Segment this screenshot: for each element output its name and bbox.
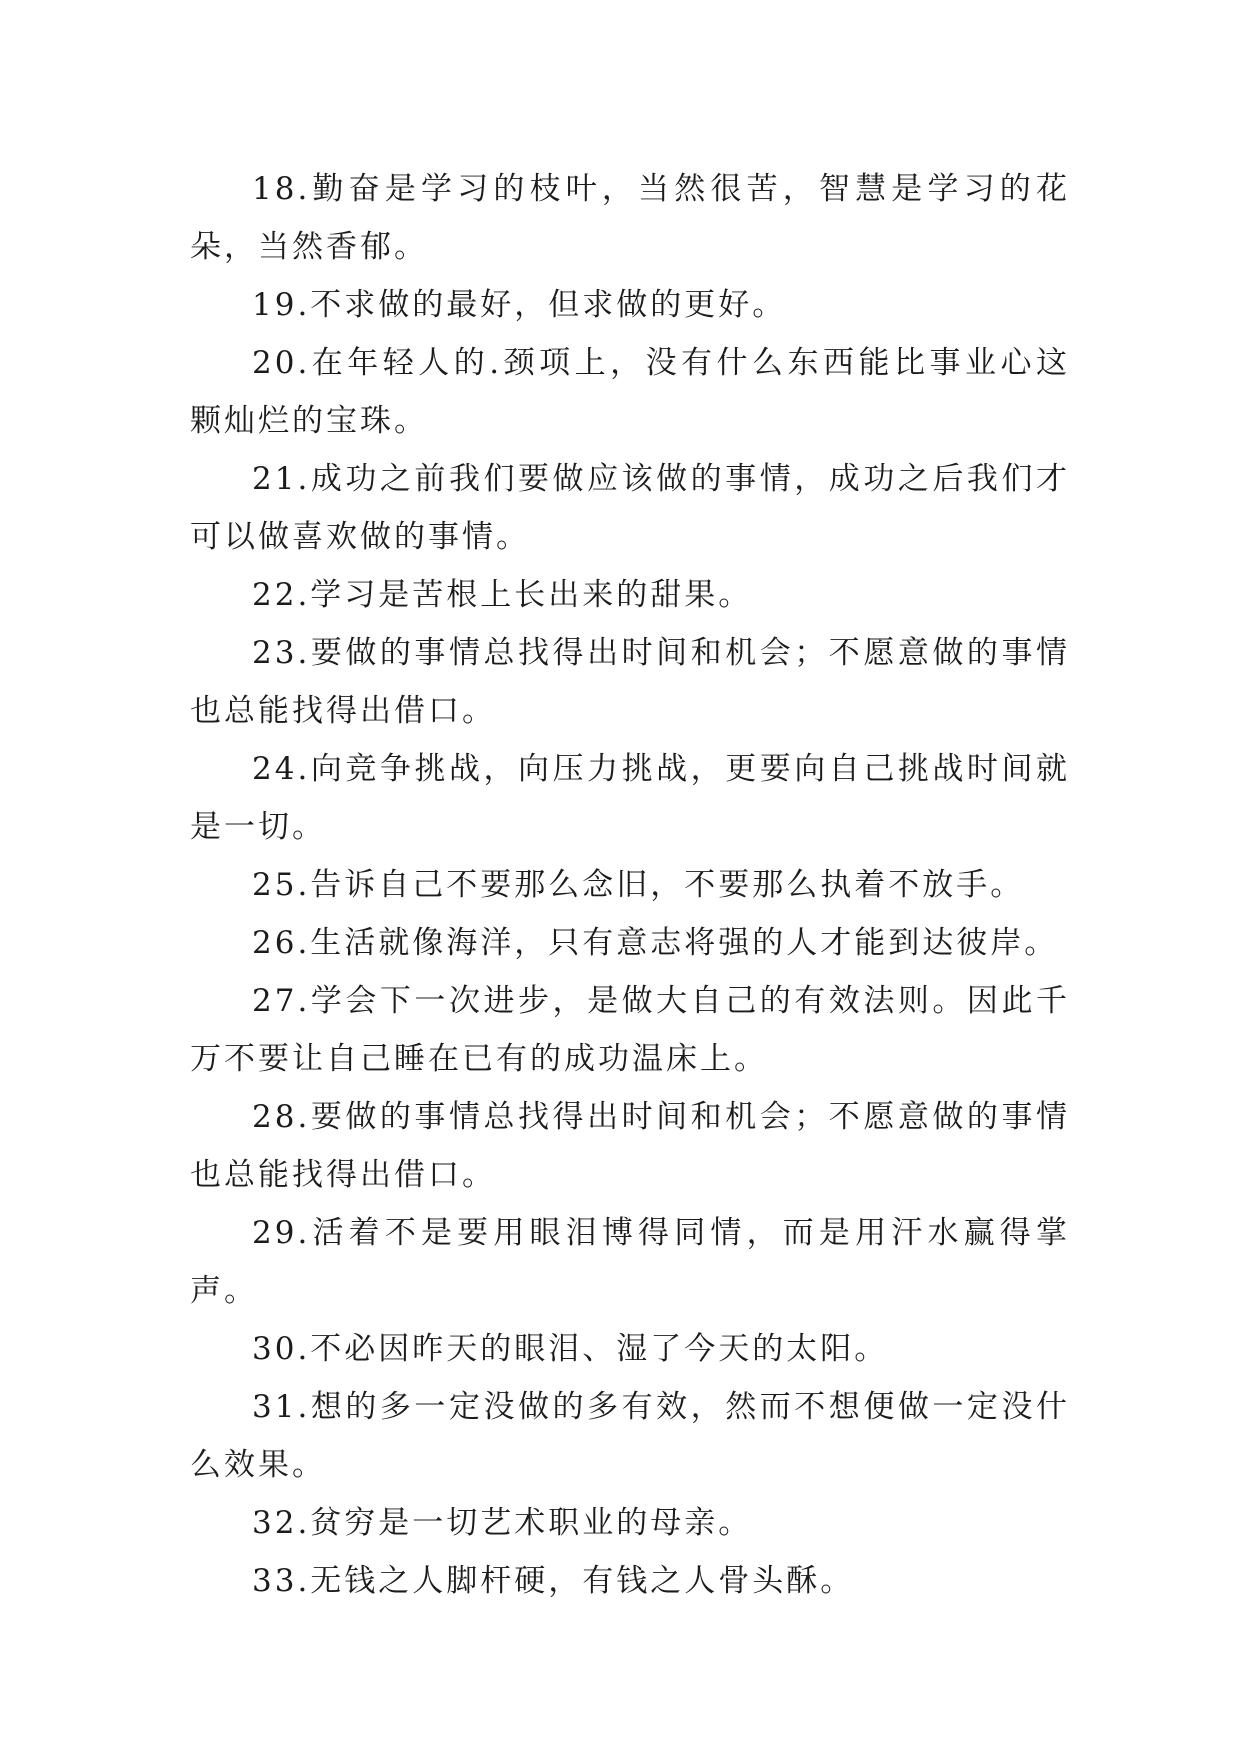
paragraph-30: 30.不必因昨天的眼泪、湿了今天的太阳。 [252, 1331, 889, 1367]
paragraph-29: 29.活着不是要用眼泪博得同情，而是用汗水赢得掌声。 [190, 1215, 1070, 1309]
paragraph-25: 25.告诉自己不要那么念旧，不要那么执着不放手。 [252, 867, 1025, 903]
paragraph-20: 20.在年轻人的.颈项上，没有什么东西能比事业心这颗灿烂的宝珠。 [190, 345, 1070, 439]
paragraph-32: 32.贫穷是一切艺术职业的母亲。 [252, 1505, 753, 1541]
paragraph-24: 24.向竞争挑战，向压力挑战，更要向自己挑战时间就是一切。 [190, 751, 1070, 845]
paragraph-23: 23.要做的事情总找得出时间和机会；不愿意做的事情也总能找得出借口。 [190, 635, 1070, 729]
paragraph-27: 27.学会下一次进步，是做大自己的有效法则。因此千万不要让自己睡在已有的成功温床上。 [190, 983, 1070, 1077]
paragraph-18: 18.勤奋是学习的枝叶，当然很苦，智慧是学习的花朵，当然香郁。 [190, 171, 1070, 265]
paragraph-26: 26.生活就像海洋，只有意志将强的人才能到达彼岸。 [252, 925, 1059, 961]
paragraph-19: 19.不求做的最好，但求做的更好。 [252, 287, 787, 323]
paragraph-28: 28.要做的事情总找得出时间和机会；不愿意做的事情也总能找得出借口。 [190, 1099, 1070, 1193]
document-body [190, 160, 1070, 1610]
paragraph-33: 33.无钱之人脚杆硬，有钱之人骨头酥。 [252, 1563, 855, 1599]
paragraph-22: 22.学习是苦根上长出来的甜果。 [252, 577, 753, 613]
paragraph-31: 31.想的多一定没做的多有效，然而不想便做一定没什么效果。 [190, 1389, 1070, 1483]
paragraph-21: 21.成功之前我们要做应该做的事情，成功之后我们才可以做喜欢做的事情。 [190, 461, 1070, 555]
